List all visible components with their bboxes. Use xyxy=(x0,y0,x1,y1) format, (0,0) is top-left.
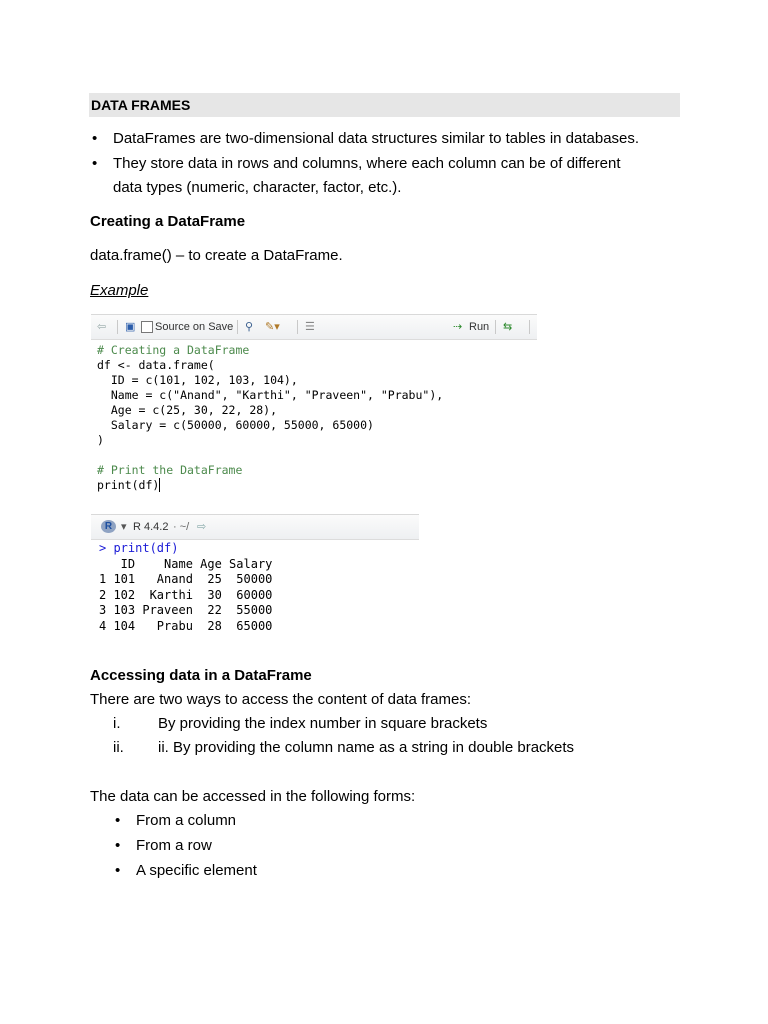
r-version: R 4.4.2 xyxy=(133,521,169,533)
accessing-intro: There are two ways to access the content of data frames: xyxy=(90,691,472,708)
code-line: ID = c(101, 102, 103, 104), xyxy=(97,373,298,387)
intro-bullet-1: DataFrames are two-dimensional data structures similar to tables in databases. xyxy=(113,130,640,147)
bullet-marker: • xyxy=(92,130,98,147)
example-label: Example xyxy=(90,282,149,299)
function-line: data.frame() – to create a DataFrame. xyxy=(90,247,343,264)
go-to-directory-icon[interactable]: ⇨ xyxy=(197,521,207,533)
list-marker: ii. xyxy=(113,739,124,756)
code-line: Name = c("Anand", "Karthi", "Praveen", "Prabu"), xyxy=(97,388,444,402)
form-item-column: From a column xyxy=(136,812,237,829)
console-table-row: 2 102 Karthi 30 60000 xyxy=(99,587,273,602)
list-marker: i. xyxy=(113,715,121,732)
form-item-element: A specific element xyxy=(136,862,257,879)
working-directory: · ~/ xyxy=(173,521,190,533)
console-output[interactable] xyxy=(99,541,272,634)
document-outline-icon[interactable]: ☰ xyxy=(305,321,315,333)
console-panel xyxy=(91,514,419,641)
search-icon[interactable]: ⚲ xyxy=(245,321,254,333)
section-heading xyxy=(89,93,680,117)
code-comment: # Creating a DataFrame xyxy=(97,343,250,357)
code-line: df <- data.frame( xyxy=(97,358,215,372)
access-way-1: By providing the index number in square brackets xyxy=(158,715,488,732)
console-table-row: 1 101 Anand 25 50000 xyxy=(99,572,273,586)
code-line: ) xyxy=(97,433,104,447)
access-way-2: ii. By providing the column name as a string in double brackets xyxy=(158,739,575,756)
intro-bullet-2: They store data in rows and columns, where each column can be of different xyxy=(113,155,621,172)
source-on-save-label: Source on Save xyxy=(155,321,234,333)
editor-toolbar xyxy=(91,315,537,340)
bullet-marker: • xyxy=(115,837,121,854)
code-editor-panel xyxy=(91,314,537,491)
r-logo-icon: R xyxy=(101,520,116,533)
bullet-marker: • xyxy=(92,155,98,172)
code-comment: # Print the DataFrame xyxy=(97,463,243,477)
text-cursor xyxy=(159,478,167,492)
form-item-row: From a row xyxy=(136,837,212,854)
magic-wand-icon[interactable]: ✎▾ xyxy=(265,321,280,333)
code-line: Salary = c(50000, 60000, 55000, 65000) xyxy=(97,418,374,432)
source-on-save-checkbox[interactable] xyxy=(141,321,153,333)
section-heading-text: DATA FRAMES xyxy=(91,97,191,113)
console-table-row: 4 104 Prabu 28 65000 xyxy=(99,618,273,633)
code-line: Age = c(25, 30, 22, 28), xyxy=(97,403,278,417)
console-table-row: 3 103 Praveen 22 55000 xyxy=(99,603,273,617)
console-toolbar xyxy=(91,515,419,540)
forms-intro: The data can be accessed in the following forms: xyxy=(90,788,416,805)
bullet-marker: • xyxy=(115,862,121,879)
save-icon[interactable]: ▣ xyxy=(125,321,136,333)
chevron-down-icon[interactable]: ▾ xyxy=(121,521,127,533)
code-line: print(df) xyxy=(97,478,160,492)
back-forward-icon[interactable]: ⇦ xyxy=(97,321,107,333)
bullet-marker: • xyxy=(115,812,121,829)
intro-bullet-2-cont: data types (numeric, character, factor, etc.). xyxy=(113,179,402,196)
editor-code[interactable] xyxy=(97,343,443,493)
rerun-icon[interactable]: ⇆ xyxy=(503,321,513,333)
run-button[interactable]: Run xyxy=(469,321,490,333)
accessing-title: Accessing data in a DataFrame xyxy=(90,667,312,684)
run-arrow-icon: ⇢ xyxy=(453,321,463,333)
console-table-header: ID Name Age Salary xyxy=(99,556,273,571)
creating-title: Creating a DataFrame xyxy=(90,213,246,230)
console-prompt: > print(df) xyxy=(99,541,179,555)
